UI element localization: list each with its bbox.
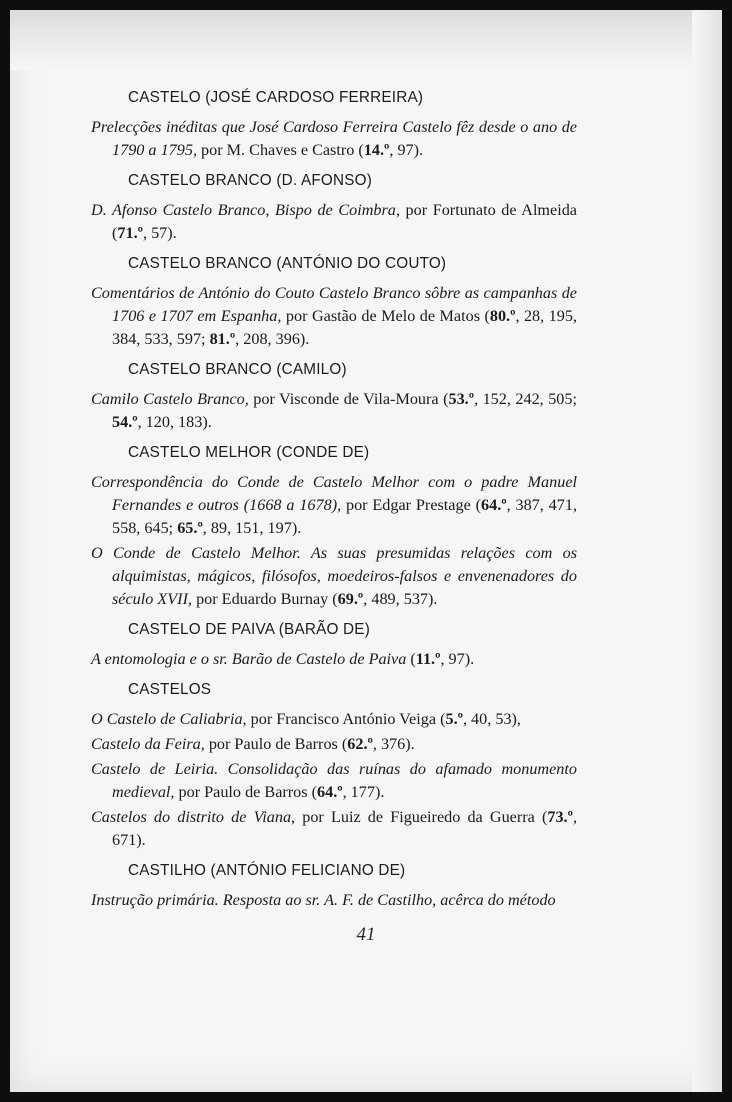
entry-title: Comentários de António do Couto Castelo Branco sôbre as campanhas de 1706 e 1707 em Espanha, (91, 284, 577, 325)
entry-author: por Luiz de Figueiredo da Guerra ( (295, 808, 548, 826)
index-entry (91, 806, 577, 852)
index-entry (91, 471, 577, 540)
entry-author: por Eduardo Burnay ( (192, 590, 338, 608)
volume-number: 62.º (347, 735, 373, 753)
index-entry (91, 733, 577, 756)
section-heading: CASTELO (JOSÉ CARDOSO FERREIRA) (128, 89, 424, 106)
index-entry (91, 708, 577, 731)
volume-number: 80.º (489, 307, 516, 325)
page-refs: , 387, 471, 558, 645; (112, 496, 578, 537)
index-entry (91, 388, 577, 434)
entry-author: por M. Chaves e Castro ( (196, 141, 364, 159)
entry-title: Correspondência do Conde de Castelo Melhor com o padre Manuel Fernandes e outros (1668 a 1678), (91, 473, 577, 514)
entry-title: Castelos do distrito de Viana, (91, 808, 296, 826)
page-refs: , 671). (112, 808, 577, 849)
volume-number: 64.º (317, 783, 343, 801)
section-heading: CASTELO BRANCO (ANTÓNIO DO COUTO) (128, 255, 447, 272)
volume-number: 64.º (481, 496, 507, 514)
volume-number: 53.º (448, 390, 475, 408)
index-entry (91, 542, 577, 611)
page-refs: , 489, 537). (363, 590, 438, 608)
volume-number: 11.º (415, 650, 441, 668)
section-heading: CASTILHO (ANTÓNIO FELICIANO DE) (128, 862, 406, 879)
entry-title: Castelo de Leiria. Consolidação das ruínas do afamado monumento medieval, (91, 760, 577, 801)
entry-title: Castelo da Feira, (91, 735, 205, 753)
volume-number: 81.º (209, 330, 236, 348)
entry-title: Prelecções inéditas que José Cardoso Ferreira Castelo fêz desde o ano de 1790 a 1795, (91, 118, 577, 159)
entry-title: O Conde de Castelo Melhor. As suas presumidas relações com os alquimistas, mágicos, filósofos, moedeiros-falsos e envenenadores do século XVII, (91, 544, 577, 608)
section-heading: CASTELOS (128, 681, 212, 698)
section-heading: CASTELO MELHOR (CONDE DE) (128, 444, 370, 461)
page-refs: , 177). (342, 783, 385, 801)
scanned-page (10, 10, 722, 1092)
page-number: 41 (356, 924, 376, 945)
page-refs: , 152, 242, 505; (474, 390, 577, 408)
volume-number: 71.º (117, 224, 143, 242)
entry-author: ( (406, 650, 416, 668)
page-refs: , 97). (440, 650, 475, 668)
index-entry (91, 758, 577, 804)
index-entry (91, 116, 577, 162)
entry-title: O Castelo de Caliabria, (91, 710, 247, 728)
entry-author: por Fortunato de Almeida ( (112, 201, 577, 242)
entry-title: Camilo Castelo Branco, (91, 390, 249, 408)
scan-shadow-top (10, 10, 722, 70)
entry-author: por Francisco António Veiga ( (246, 710, 446, 728)
page-refs: , 40, 53), (462, 710, 521, 728)
page-refs: , 120, 183). (137, 413, 212, 431)
index-entry (91, 648, 577, 671)
entry-author: por Edgar Prestage ( (341, 496, 482, 514)
volume-number: 65.º (177, 519, 203, 537)
index-content (91, 86, 577, 914)
index-entry (91, 282, 577, 351)
section-heading: CASTELO BRANCO (CAMILO) (128, 361, 347, 378)
entry-title: Instrução primária. Resposta ao sr. A. F. de Castilho, acêrca do método (91, 891, 556, 909)
volume-number: 69.º (337, 590, 364, 608)
entry-author: por Paulo de Barros ( (174, 783, 317, 801)
entry-author: por Gastão de Melo de Matos ( (281, 307, 490, 325)
entry-author: por Paulo de Barros ( (204, 735, 348, 753)
entry-author: por Visconde de Vila-Moura ( (248, 390, 449, 408)
volume-number: 5.º (445, 710, 463, 728)
page-refs: , 28, 195, 384, 533, 597; (112, 307, 577, 348)
volume-number: 14.º (363, 141, 390, 159)
index-entry (91, 889, 577, 912)
page-refs: , 89, 151, 197). (202, 519, 302, 537)
volume-number: 73.º (547, 808, 573, 826)
page-refs: , 57). (142, 224, 177, 242)
section-heading: CASTELO DE PAIVA (BARÃO DE) (128, 621, 370, 638)
page-refs: , 208, 396). (235, 330, 310, 348)
section-heading: CASTELO BRANCO (D. AFONSO) (128, 172, 373, 189)
index-entry (91, 199, 577, 245)
page-refs: , 376). (372, 735, 415, 753)
entry-title: A entomologia e o sr. Barão de Castelo de Paiva (91, 650, 407, 668)
volume-number: 54.º (112, 413, 138, 431)
page-refs: , 97). (389, 141, 424, 159)
entry-title: D. Afonso Castelo Branco, Bispo de Coimbra, (91, 201, 400, 219)
